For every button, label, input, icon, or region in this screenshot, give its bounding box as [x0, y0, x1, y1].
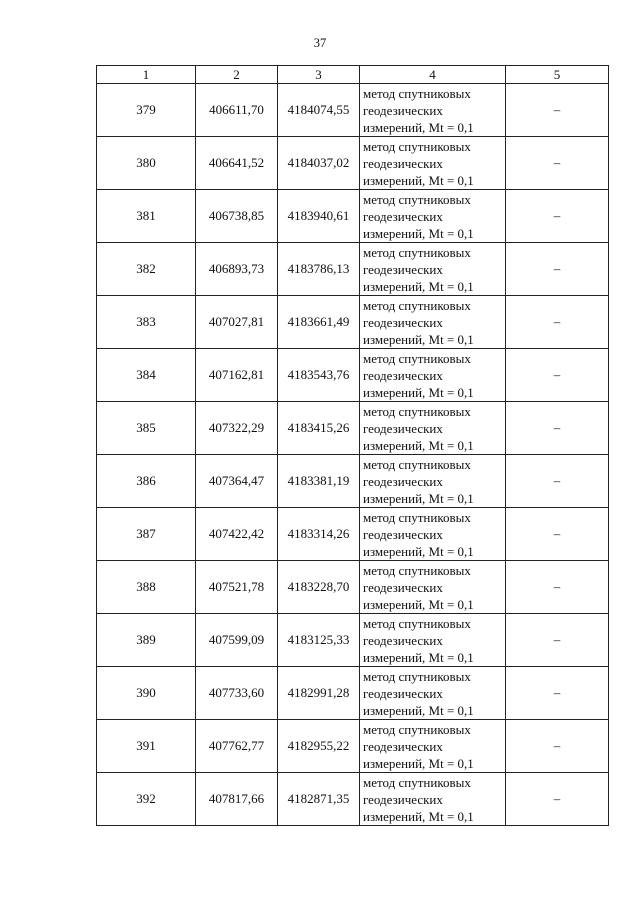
coord-x-cell: 407027,81 — [196, 296, 278, 349]
coordinates-table — [96, 65, 609, 826]
extra-cell: – — [506, 190, 609, 243]
extra-cell: – — [506, 296, 609, 349]
coord-x-cell: 407521,78 — [196, 561, 278, 614]
extra-cell: – — [506, 84, 609, 137]
coord-x-cell: 407599,09 — [196, 614, 278, 667]
header-col-4: 4 — [360, 66, 506, 84]
method-cell: метод спутниковых геодезических измерений, Mt = 0,1 — [360, 561, 506, 614]
table-row — [97, 455, 609, 508]
coord-y-cell: 4183786,13 — [278, 243, 360, 296]
method-cell: метод спутниковых геодезических измерений, Mt = 0,1 — [360, 402, 506, 455]
coord-x-cell: 407762,77 — [196, 720, 278, 773]
table-row — [97, 190, 609, 243]
method-cell: метод спутниковых геодезических измерений, Mt = 0,1 — [360, 773, 506, 826]
header-col-2: 2 — [196, 66, 278, 84]
table-row — [97, 720, 609, 773]
table-row — [97, 614, 609, 667]
method-cell: метод спутниковых геодезических измерений, Mt = 0,1 — [360, 190, 506, 243]
header-col-1: 1 — [97, 66, 196, 84]
method-cell: метод спутниковых геодезических измерений, Mt = 0,1 — [360, 349, 506, 402]
coord-y-cell: 4182871,35 — [278, 773, 360, 826]
point-number-cell: 387 — [97, 508, 196, 561]
extra-cell: – — [506, 402, 609, 455]
extra-cell: – — [506, 561, 609, 614]
table-row — [97, 137, 609, 190]
coord-x-cell: 406893,73 — [196, 243, 278, 296]
coord-y-cell: 4183661,49 — [278, 296, 360, 349]
method-cell: метод спутниковых геодезических измерений, Mt = 0,1 — [360, 243, 506, 296]
table-row — [97, 561, 609, 614]
table-row — [97, 349, 609, 402]
extra-cell: – — [506, 508, 609, 561]
extra-cell: – — [506, 349, 609, 402]
point-number-cell: 392 — [97, 773, 196, 826]
point-number-cell: 389 — [97, 614, 196, 667]
point-number-cell: 384 — [97, 349, 196, 402]
table-row — [97, 84, 609, 137]
coord-y-cell: 4183381,19 — [278, 455, 360, 508]
method-cell: метод спутниковых геодезических измерений, Mt = 0,1 — [360, 84, 506, 137]
method-cell: метод спутниковых геодезических измерений, Mt = 0,1 — [360, 720, 506, 773]
method-cell: метод спутниковых геодезических измерений, Mt = 0,1 — [360, 455, 506, 508]
coord-y-cell: 4182991,28 — [278, 667, 360, 720]
point-number-cell: 388 — [97, 561, 196, 614]
point-number-cell: 386 — [97, 455, 196, 508]
extra-cell: – — [506, 137, 609, 190]
table-row — [97, 667, 609, 720]
coord-y-cell: 4183228,70 — [278, 561, 360, 614]
point-number-cell: 380 — [97, 137, 196, 190]
extra-cell: – — [506, 455, 609, 508]
extra-cell: – — [506, 773, 609, 826]
coord-x-cell: 407364,47 — [196, 455, 278, 508]
extra-cell: – — [506, 614, 609, 667]
header-col-5: 5 — [506, 66, 609, 84]
coord-x-cell: 407162,81 — [196, 349, 278, 402]
point-number-cell: 381 — [97, 190, 196, 243]
method-cell: метод спутниковых геодезических измерений, Mt = 0,1 — [360, 137, 506, 190]
table-row — [97, 243, 609, 296]
extra-cell: – — [506, 243, 609, 296]
table-header — [97, 66, 609, 84]
extra-cell: – — [506, 720, 609, 773]
method-cell: метод спутниковых геодезических измерений, Mt = 0,1 — [360, 508, 506, 561]
coord-y-cell: 4183415,26 — [278, 402, 360, 455]
coord-y-cell: 4184074,55 — [278, 84, 360, 137]
coord-y-cell: 4182955,22 — [278, 720, 360, 773]
point-number-cell: 391 — [97, 720, 196, 773]
coord-y-cell: 4183314,26 — [278, 508, 360, 561]
table-row — [97, 773, 609, 826]
method-cell: метод спутниковых геодезических измерений, Mt = 0,1 — [360, 296, 506, 349]
coord-y-cell: 4183940,61 — [278, 190, 360, 243]
header-row — [97, 66, 609, 84]
table-row — [97, 402, 609, 455]
coord-x-cell: 407817,66 — [196, 773, 278, 826]
coord-y-cell: 4184037,02 — [278, 137, 360, 190]
coord-x-cell: 406641,52 — [196, 137, 278, 190]
method-cell: метод спутниковых геодезических измерений, Mt = 0,1 — [360, 667, 506, 720]
table-body — [97, 84, 609, 826]
page-number: 37 — [313, 36, 327, 50]
point-number-cell: 390 — [97, 667, 196, 720]
coord-x-cell: 406738,85 — [196, 190, 278, 243]
table-row — [97, 508, 609, 561]
method-cell: метод спутниковых геодезических измерений, Mt = 0,1 — [360, 614, 506, 667]
table-row — [97, 296, 609, 349]
coord-x-cell: 406611,70 — [196, 84, 278, 137]
point-number-cell: 379 — [97, 84, 196, 137]
coord-x-cell: 407422,42 — [196, 508, 278, 561]
point-number-cell: 385 — [97, 402, 196, 455]
coord-y-cell: 4183125,33 — [278, 614, 360, 667]
header-col-3: 3 — [278, 66, 360, 84]
point-number-cell: 383 — [97, 296, 196, 349]
point-number-cell: 382 — [97, 243, 196, 296]
coord-y-cell: 4183543,76 — [278, 349, 360, 402]
coord-x-cell: 407322,29 — [196, 402, 278, 455]
extra-cell: – — [506, 667, 609, 720]
coord-x-cell: 407733,60 — [196, 667, 278, 720]
